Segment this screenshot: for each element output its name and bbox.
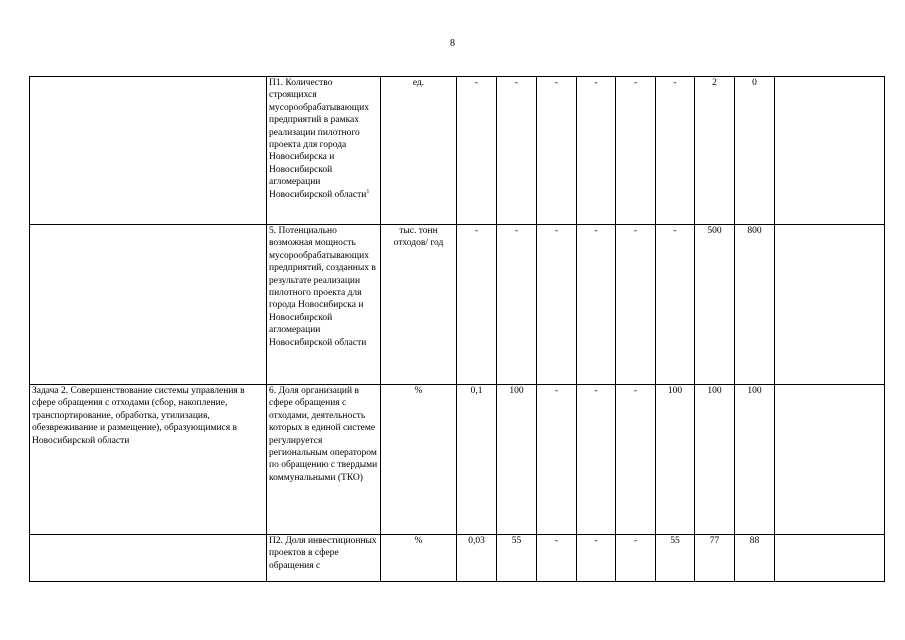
unit-cell: %	[381, 385, 457, 535]
indicator-cell	[267, 77, 381, 225]
value-cell: -	[457, 77, 497, 225]
value-cell: -	[616, 535, 656, 582]
value-cell: -	[656, 77, 695, 225]
value-cell: -	[497, 225, 537, 385]
unit-cell: %	[381, 535, 457, 582]
value-cell: 55	[497, 535, 537, 582]
value-cell: 500	[695, 225, 735, 385]
value-cell: -	[577, 535, 616, 582]
indicator-cell	[267, 225, 381, 385]
value-cell: 100	[497, 385, 537, 535]
value-cell: 0,03	[457, 535, 497, 582]
note-cell	[775, 535, 885, 582]
indicator-text: 6. Доля организаций в сфере обращения с отходами, деятельность которых в единой системе регулируется региональным оператором по обращению с твердыми коммунальными (ТКО)	[269, 386, 378, 483]
indicator-cell	[267, 535, 381, 582]
indicator-text: П1. Количество строящихся мусорообрабатывающих предприятий в рамках реализации пилотного проекта для города Новосибирска и Новосибирской агломерации Новосибирской области	[269, 78, 369, 200]
task-cell: Задача 2. Совершенствование системы управления в сфере обращения с отходами (сбор, накопление, транспортирование, обработка, утилизация, обезвреживание и размещение), образующимися в Новосибирской области	[30, 385, 267, 535]
value-cell: 55	[656, 535, 695, 582]
task-cell	[30, 535, 267, 582]
value-cell: -	[616, 385, 656, 535]
indicator-cell	[267, 385, 381, 535]
value-cell: 0	[735, 77, 775, 225]
note-cell	[775, 225, 885, 385]
note-cell	[775, 77, 885, 225]
value-cell: 77	[695, 535, 735, 582]
unit-cell: ед.	[381, 77, 457, 225]
value-cell: 800	[735, 225, 775, 385]
indicators-table	[29, 76, 885, 582]
note-cell	[775, 385, 885, 535]
value-cell: -	[577, 77, 616, 225]
table-row	[30, 225, 885, 385]
value-cell: -	[616, 225, 656, 385]
value-cell: -	[577, 385, 616, 535]
value-cell: -	[537, 385, 577, 535]
table-row	[30, 535, 885, 582]
page-number: 8	[450, 38, 455, 49]
value-cell: 100	[735, 385, 775, 535]
value-cell: 0,1	[457, 385, 497, 535]
value-cell: -	[656, 225, 695, 385]
task-cell	[30, 77, 267, 225]
unit-cell: тыс. тонн отходов/ год	[381, 225, 457, 385]
value-cell: -	[537, 535, 577, 582]
indicator-text: 5. Потенциально возможная мощность мусорообрабатывающих предприятий, созданных в результате реализации пилотного проекта для города Новосибирска и Новосибирской агломерации Новосибирской области	[269, 226, 376, 348]
value-cell: 100	[695, 385, 735, 535]
value-cell: -	[616, 77, 656, 225]
value-cell: 100	[656, 385, 695, 535]
value-cell: 2	[695, 77, 735, 225]
value-cell: -	[537, 77, 577, 225]
value-cell: -	[537, 225, 577, 385]
table-row	[30, 77, 885, 225]
indicator-text: П2. Доля инвестиционных проектов в сфере обращения с	[269, 536, 377, 571]
table-row	[30, 385, 885, 535]
value-cell: -	[497, 77, 537, 225]
value-cell: 88	[735, 535, 775, 582]
footnote-mark: 1	[366, 188, 370, 195]
value-cell: -	[577, 225, 616, 385]
task-cell	[30, 225, 267, 385]
value-cell: -	[457, 225, 497, 385]
